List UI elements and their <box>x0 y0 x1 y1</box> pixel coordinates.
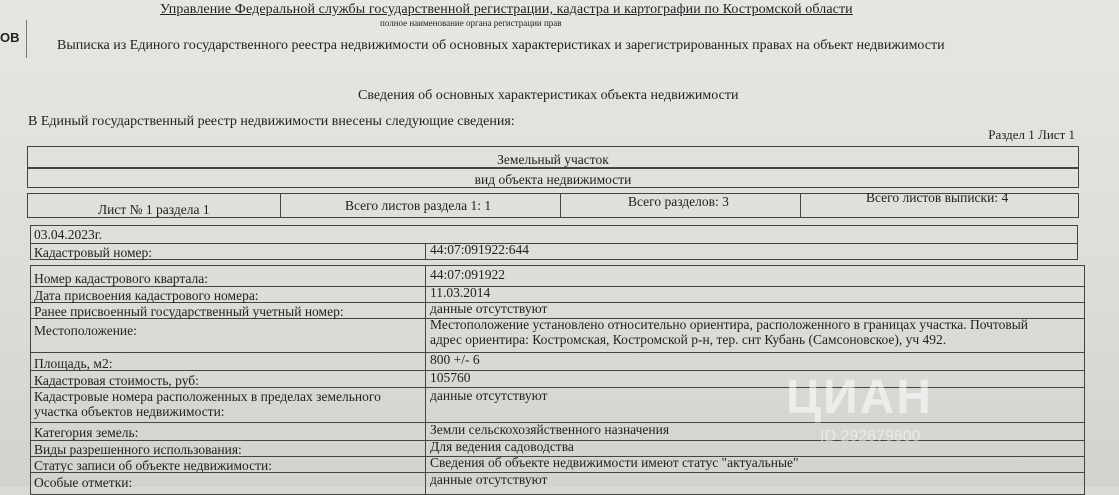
total-sheets-section: Всего листов раздела 1: 1 <box>345 198 492 213</box>
row-value: Сведения об объекте недвижимости имеют статус "актуальные" <box>430 455 799 470</box>
row-value: данные отсутствуют <box>430 472 548 487</box>
row-value: данные отсутствуют <box>430 388 548 403</box>
object-type-box <box>27 146 1079 168</box>
row-label: Категория земель: <box>34 425 139 440</box>
row-label: Номер кадастрового квартала: <box>34 271 208 286</box>
total-sheets-extract: Всего листов выписки: 4 <box>866 190 1009 205</box>
row-label: Кадастровая стоимость, руб: <box>34 373 199 388</box>
row-value: данные отсутствуют <box>430 301 548 316</box>
row-line-4 <box>30 352 1085 353</box>
characteristics-col-divider <box>425 265 426 495</box>
intro-text: В Единый государственный реестр недвижимости внесены следующие сведения: <box>28 114 515 129</box>
side-fragment-label: ОВ <box>0 30 20 45</box>
authority-caption: полное наименование органа регистрации прав <box>380 18 562 28</box>
authority-name: Управление Федеральной службы государственной регистрации, кадастра и картографии по Костромской области <box>160 2 853 17</box>
section-title: Сведения об основных характеристиках объекта недвижимости <box>358 88 739 103</box>
row-value: Земли сельскохозяйственного назначения <box>430 422 670 437</box>
sheet-divider-1 <box>280 193 281 218</box>
row-label: Местоположение: <box>34 323 137 338</box>
object-type-caption: вид объекта недвижимости <box>474 172 632 187</box>
object-type: Земельный участок <box>497 152 609 167</box>
cadastral-col-divider <box>425 243 426 260</box>
sheet-divider-3 <box>800 193 801 218</box>
row-label: Дата присвоения кадастрового номера: <box>34 288 259 303</box>
row-line-1 <box>30 286 1085 287</box>
row-label-line2: участка объектов недвижимости: <box>34 404 225 419</box>
row-value: Местоположение установлено относительно ориентира, расположенного в границах участка. Почтовый <box>430 317 1029 332</box>
sheet-reference: Раздел 1 Лист 1 <box>988 127 1075 142</box>
total-sections: Всего разделов: 3 <box>628 194 729 209</box>
row-value: Для ведения садоводства <box>430 439 574 454</box>
sheet-divider-2 <box>560 193 561 218</box>
row-label: Ранее присвоенный государственный учетный номер: <box>34 304 344 319</box>
row-value: 800 +/- 6 <box>430 352 480 367</box>
cadastral-number-value: 44:07:091922:644 <box>430 242 530 257</box>
row-label: Особые отметки: <box>34 475 133 490</box>
row-label: Кадастровые номера расположенных в пределах земельного <box>34 389 381 404</box>
row-value: 105760 <box>430 370 471 385</box>
date-row-divider <box>30 243 1078 244</box>
watermark-logo: ЦИАН <box>786 371 933 424</box>
row-value-line2: адрес ориентира: Костромская, Костромской р-н, тер. снт Кубань (Самсоновское), уч 492. <box>430 332 947 347</box>
row-label: Площадь, м2: <box>34 356 113 371</box>
row-label: Виды разрешенного использования: <box>34 442 242 457</box>
row-value: 44:07:091922 <box>430 267 506 282</box>
watermark-id: ID 292879800 <box>820 428 921 445</box>
sheet-number: Лист № 1 раздела 1 <box>98 202 210 217</box>
cadastral-number-label: Кадастровый номер: <box>34 245 153 260</box>
extract-date: 03.04.2023г. <box>34 227 103 242</box>
row-value: 11.03.2014 <box>430 285 491 300</box>
row-label: Статус записи об объекте недвижимости: <box>34 458 273 473</box>
document-title: Выписка из Единого государственного реестра недвижимости об основных характеристиках и зарегистрированных правах на объект недвижимости <box>57 38 945 53</box>
object-type-caption-box <box>27 168 1079 188</box>
